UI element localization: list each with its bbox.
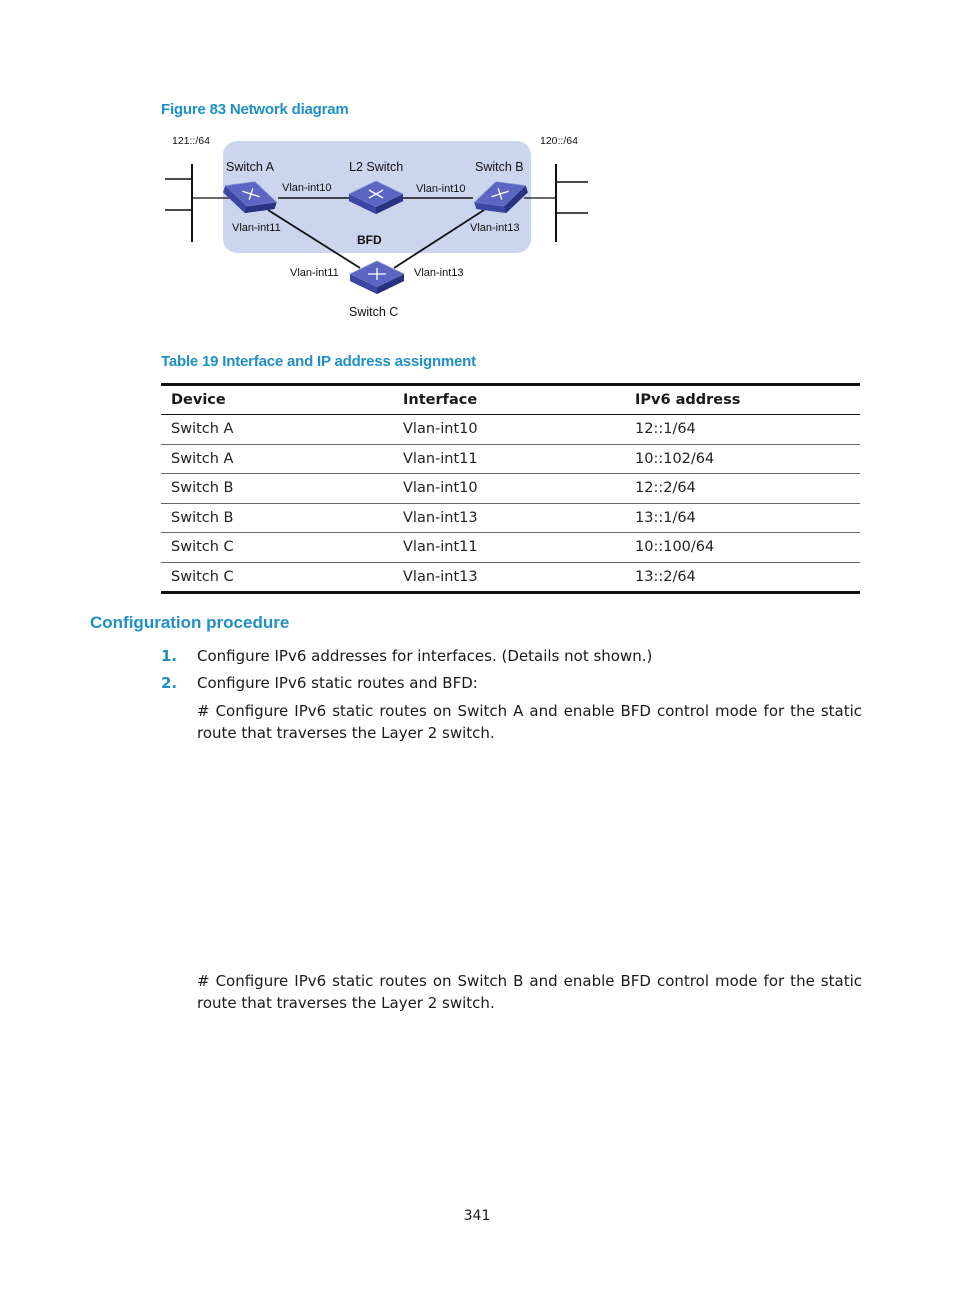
table-cell: 10::102/64	[625, 444, 860, 474]
paragraph: # Configure IPv6 static routes on Switch A and enable BFD control mode for the static route that traverses the Layer 2 switch.	[197, 702, 862, 742]
table-cell: Switch C	[161, 562, 393, 593]
l2-switch-label: L2 Switch	[349, 160, 404, 174]
step-number: 1.	[161, 647, 178, 665]
table-cell: 12::1/64	[625, 415, 860, 445]
b-vlan13-label: Vlan-int13	[470, 222, 520, 234]
interface-table	[161, 383, 860, 594]
table-cell: Vlan-int11	[393, 533, 625, 563]
table-cell: Switch A	[161, 415, 393, 445]
table-cell: Switch B	[161, 474, 393, 504]
column-header: Device	[161, 385, 393, 415]
table-row	[161, 562, 860, 593]
a-vlan11-label: Vlan-int11	[232, 222, 281, 234]
switch-a-label: Switch A	[226, 160, 274, 174]
column-header: IPv6 address	[625, 385, 860, 415]
step-text: Configure IPv6 addresses for interfaces. (Details not shown.)	[197, 647, 653, 665]
table-header-row	[161, 385, 860, 415]
paragraph: # Configure IPv6 static routes on Switch B and enable BFD control mode for the static route that traverses the Layer 2 switch.	[197, 972, 862, 1012]
step-number: 2.	[161, 674, 178, 692]
page-number: 341	[463, 1208, 491, 1224]
table-cell: 12::2/64	[625, 474, 860, 504]
table-row	[161, 533, 860, 563]
step-item	[161, 674, 478, 692]
table-cell: 10::100/64	[625, 533, 860, 563]
switch-b-label: Switch B	[475, 160, 524, 174]
table-cell: Vlan-int13	[393, 503, 625, 533]
table-cell: Switch A	[161, 444, 393, 474]
table-cell: Vlan-int11	[393, 444, 625, 474]
table-caption: Table 19 Interface and IP address assignment	[161, 353, 476, 370]
table-row	[161, 444, 860, 474]
bfd-label: BFD	[357, 233, 382, 247]
table-row	[161, 415, 860, 445]
network-diagram	[150, 128, 610, 328]
a-vlan10-label: Vlan-int10	[282, 182, 332, 194]
net-right-label: 120::/64	[540, 135, 578, 147]
step-item	[161, 647, 652, 665]
table-cell: Vlan-int13	[393, 562, 625, 593]
net-left-label: 121::/64	[172, 135, 210, 147]
table-row	[161, 503, 860, 533]
section-title: Configuration procedure	[90, 613, 290, 632]
table-cell: 13::1/64	[625, 503, 860, 533]
b-vlan10-label: Vlan-int10	[416, 183, 466, 195]
table-cell: Vlan-int10	[393, 474, 625, 504]
table-row	[161, 474, 860, 504]
table-cell: Switch B	[161, 503, 393, 533]
column-header: Interface	[393, 385, 625, 415]
c-vlan13-label: Vlan-int13	[414, 267, 464, 279]
step-text: Configure IPv6 static routes and BFD:	[197, 674, 478, 692]
figure-caption: Figure 83 Network diagram	[161, 101, 349, 118]
table-cell: 13::2/64	[625, 562, 860, 593]
table-cell: Vlan-int10	[393, 415, 625, 445]
table-cell: Switch C	[161, 533, 393, 563]
c-vlan11-label: Vlan-int11	[290, 267, 339, 279]
switch-c-label: Switch C	[349, 305, 399, 319]
